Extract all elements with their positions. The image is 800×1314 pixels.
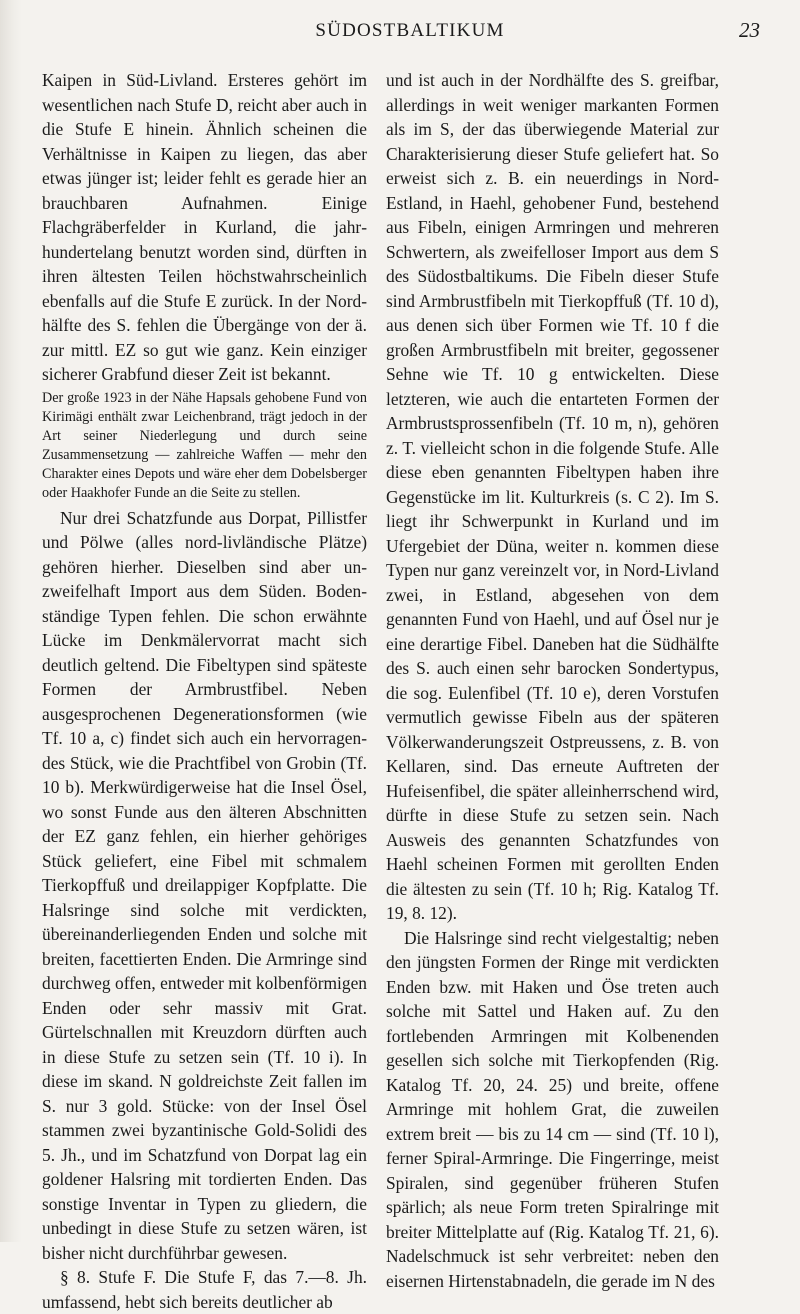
page-number: 23 [739, 18, 760, 42]
note-text: Der große 1923 in der Nähe Hapsals gehobene Fund von Kirimägi enthält zwar Leichenbrand, trägt jedoch in der Art seiner Niederlegung und durch seine Zusammensetzung — zahlreiche Waffen — mehr den Charakter eines Depots und wäre eher dem Dobelsberger oder Haakhofer Funde an die Seite zu stellen. [42, 389, 367, 501]
right-column [386, 68, 719, 1293]
section-heading-stufe-f: § 8. Stufe F. Die Stufe F, das 7.—8. Jh. umfassend, hebt sich bereits deutlicher ab [42, 1267, 367, 1312]
running-head [60, 18, 760, 48]
right-paragraph-2: Die Halsringe sind recht vielgestaltig; neben den jüngsten Formen der Ringe mit verdickten Enden bzw. mit Haken und Öse treten auch solche mit Sattel und Haken auf. Zu den fortlebenden Armringen mit Kolbenenden gesellen sich solche mit Tierkopfenden (Rig. Katalog Tf. 20, 24. 25) und breite, offene Armringe mit hohlem Grat, die zuweilen extrem breit — bis zu 14 cm — sind (Tf. 10 l), ferner Spiral-Armringe. Die Fingerringe, meist Spiralen, sind gegenüber früheren Stufen spärlich; als neue Form treten Spiralringe mit breiter Mittelplatte auf (Rig. Katalog Tf. 21, 6). Nadelschmuck ist sehr verbreitet: neben den eisernen Hirtenstabnadeln, die gerade im N des [386, 927, 719, 1291]
left-paragraph-2: Nur drei Schatzfunde aus Dorpat, Pillistfer und Pölwe (alles nord-livländische Plätze) gehören hierher. Dieselben sind aber unzweifelhaft Import aus dem Süden. Bodenständige Typen fehlen. Die schon erwähnte Lücke im Denkmälervorrat macht sich deutlich geltend. Die Fibeltypen sind späteste Formen der Armbrustfibel. Neben ausgesprochenen Degenerationsformen (wie Tf. 10 a, c) findet sich auch ein hervorragendes Stück, wie die Prachtfibel von Grobin (Tf. 10 b). Merkwürdigerweise hat die Insel Ösel, wo sonst Funde aus den älteren Abschnitten der EZ ganz fehlen, ein hierher gehöriges Stück geliefert, eine Fibel mit schmalem Tierkopffuß und dreilappiger Kopfplatte. Die Halsringe sind solche mit verdickten, übereinanderliegenden Enden und solche mit breiten, facettierten Enden. Die Armringe sind durchweg offen, entweder mit kolbenförmigen Enden oder sehr massiv mit Grat. Gürtelschnallen mit Kreuzdorn dürften auch in diese Stufe zu setzen sein (Tf. 10 i). In diese im skand. N goldreichste Zeit fallen im S. nur 3 gold. Stücke: von der Insel Ösel stammen zwei byzantinische Gold-Solidi des 5. Jh., und im Schatzfund von Dorpat lag ein goldener Halsring mit tordierten Enden. Das sonstige Inventar in Typen zu gliedern, die unbedingt in diese Stufe zu setzen wären, ist bisher nicht durchführbar gewesen. [42, 507, 367, 1263]
binding-shadow [0, 0, 22, 1242]
right-paragraph-1: und ist auch in der Nordhälfte des S. greifbar, allerdings in weit weniger markanten Formen als im S, der das überwiegende Material zur Charakterisierung dieser Stufe geliefert hat. So erweist sich z. B. ein neuerdings in Nord-Estland, in Haehl, gehobener Fund, bestehend aus Fibeln, einigen Armringen und mehreren Schwertern, als zweifelloser Import aus dem S des Südostbaltikums. Die Fibeln dieser Stufe sind Armbrustfibeln mit Tierkopffuß (Tf. 10 d), aus denen sich über Formen wie Tf. 10 f die großen Armbrustfibeln mit breiter, gegossener Sehne wie Tf. 10 g entwickelten. Diese letzteren, wie auch die entarteten Formen der Armbrustsprossenfibeln (Tf. 10 m, n), gehören z. T. vielleicht schon in die folgende Stufe. Alle diese eben genannten Fibeltypen haben ihre Gegenstücke im lit. Kulturkreis (s. C 2). Im S. liegt ihr Schwerpunkt in Kurland und im Ufergebiet der Düna, weiter n. kommen diese Typen nur ganz vereinzelt vor, in Nord-Livland zwei, in Estland, abgesehen von dem genannten Fund von Haehl, und auf Ösel nur je eine derartige Fibel. Daneben hat die Südhälfte des S. auch einen sehr barocken Sondertypus, die sog. Eulenfibel (Tf. 10 e), deren Vorstufen vermutlich gewisse Fibeln aus der späteren Völkerwanderungszeit Ostpreussens, z. B. von Kellaren, sind. Das erneute Auftreten der Hufeisenfibel, die später alleinherrschend wird, dürfte in diese Stufe zu setzen sein. Nach Ausweis des genannten Schatzfundes von Haehl scheinen Formen mit gerollten Enden die ältesten zu sein (Tf. 10 h; Rig. Katalog Tf. 19, 8. 12). [386, 70, 719, 923]
left-column [42, 68, 367, 1314]
left-paragraph-1: Kaipen in Süd-Livland. Ersteres gehört im wesentlichen nach Stufe D, reicht aber auch in die Stufe E hinein. Ähnlich scheinen die Verhältnisse in Kaipen zu liegen, das aber etwas jünger ist; leider fehlt es gerade hier an brauchbaren Aufnahmen. Einige Flachgräberfelder in Kurland, die jahrhundertelang benutzt worden sind, dürften in ihren ältesten Teilen höchstwahrscheinlich ebenfalls auf die Stufe E zurück. In der Nordhälfte des S. fehlen die Übergänge von der ä. zur mittl. EZ so gut wie ganz. Kein einziger sicherer Grabfund dieser Zeit ist bekannt. [42, 70, 367, 384]
footnote-kirimaegi [42, 389, 367, 503]
running-title: SÜDOSTBALTIKUM [315, 20, 505, 41]
